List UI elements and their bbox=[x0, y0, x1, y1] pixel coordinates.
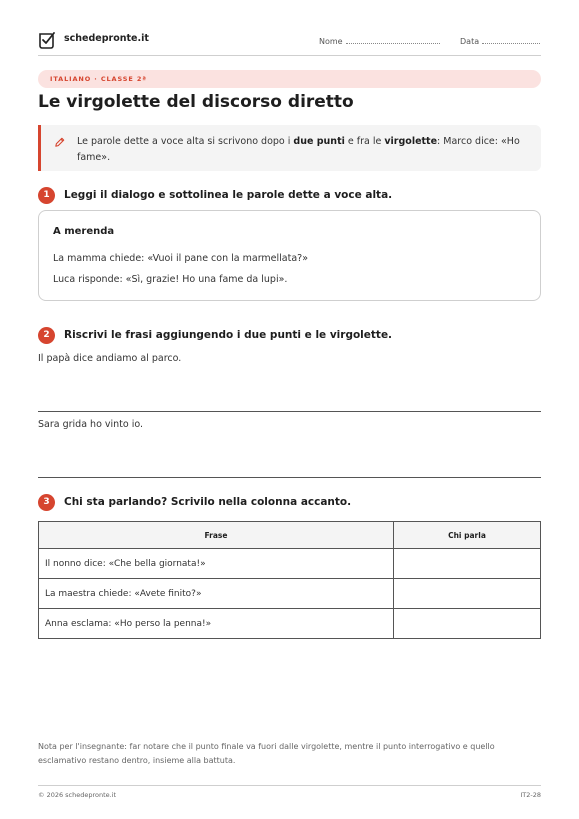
note-bold-term: virgolette bbox=[384, 136, 438, 147]
dialog-line[interactable]: Luca risponde: «Sì, grazie! Ho una fame da lupi». bbox=[53, 274, 288, 285]
exercise-instruction: Chi sta parlando? Scrivilo nella colonna accanto. bbox=[64, 496, 352, 508]
name-field[interactable] bbox=[319, 35, 440, 46]
note-text-part: e fra le bbox=[344, 136, 385, 147]
name-dotted-line bbox=[346, 35, 440, 44]
sentence-to-rewrite: Sara grida ho vinto io. bbox=[38, 419, 144, 430]
rule-note-box bbox=[38, 125, 541, 171]
answer-cell[interactable] bbox=[394, 579, 541, 609]
date-field[interactable] bbox=[460, 35, 540, 46]
brand-name: schedepronte.it bbox=[64, 33, 149, 44]
sentence-cell: La maestra chiede: «Avete finito?» bbox=[39, 579, 394, 609]
answer-line[interactable] bbox=[38, 411, 541, 412]
exercise-instruction: Leggi il dialogo e sottolinea le parole dette a voce alta. bbox=[64, 189, 393, 201]
note-bold-term: due punti bbox=[293, 136, 345, 147]
answer-cell[interactable] bbox=[394, 549, 541, 579]
note-text-part: Le parole dette a voce alta si scrivono dopo i bbox=[77, 136, 294, 147]
page-title: Le virgolette del discorso diretto bbox=[38, 92, 354, 112]
date-label: Data bbox=[460, 37, 480, 46]
table-header-row bbox=[39, 522, 541, 549]
sentence-to-rewrite: Il papà dice andiamo al parco. bbox=[38, 353, 182, 364]
rule-note-text bbox=[77, 134, 529, 166]
checkbox-logo-icon bbox=[38, 30, 56, 50]
footer-copyright: © 2026 schedepronte.it bbox=[38, 791, 117, 799]
footer-divider bbox=[38, 785, 541, 786]
footer-code: IT2-28 bbox=[520, 791, 541, 799]
answer-line[interactable] bbox=[38, 477, 541, 478]
dialog-line[interactable]: La mamma chiede: «Vuoi il pane con la marmellata?» bbox=[53, 253, 309, 264]
subject-bar: ITALIANO · CLASSE 2ª bbox=[38, 70, 541, 88]
exercise-number-badge: 2 bbox=[38, 327, 55, 344]
table-row bbox=[39, 579, 541, 609]
exercise-number-badge: 3 bbox=[38, 494, 55, 511]
page-header bbox=[38, 30, 541, 50]
table-row bbox=[39, 609, 541, 639]
date-dotted-line bbox=[482, 35, 540, 44]
note-text-part: : Marco dice: «Ho fame». bbox=[77, 136, 520, 163]
sentence-cell: Il nonno dice: «Che bella giornata!» bbox=[39, 549, 394, 579]
speaker-table bbox=[38, 521, 541, 639]
exercise-number-badge: 1 bbox=[38, 187, 55, 204]
name-label: Nome bbox=[319, 37, 343, 46]
header-divider bbox=[38, 55, 541, 56]
pencil-icon bbox=[54, 137, 65, 148]
worksheet-page bbox=[38, 0, 541, 819]
column-header-chi-parla: Chi parla bbox=[394, 522, 541, 549]
teacher-note: Nota per l'insegnante: far notare che il punto finale va fuori dalle virgolette, mentre il punto interrogativo e quello esclamativo restano dentro, insieme alla battuta. bbox=[38, 742, 495, 765]
answer-cell[interactable] bbox=[394, 609, 541, 639]
dialog-title: A merenda bbox=[53, 226, 115, 237]
dialog-box bbox=[38, 210, 541, 301]
table-row bbox=[39, 549, 541, 579]
exercise-instruction: Riscrivi le frasi aggiungendo i due punti e le virgolette. bbox=[64, 329, 393, 341]
column-header-frase: Frase bbox=[39, 522, 394, 549]
sentence-cell: Anna esclama: «Ho perso la penna!» bbox=[39, 609, 394, 639]
